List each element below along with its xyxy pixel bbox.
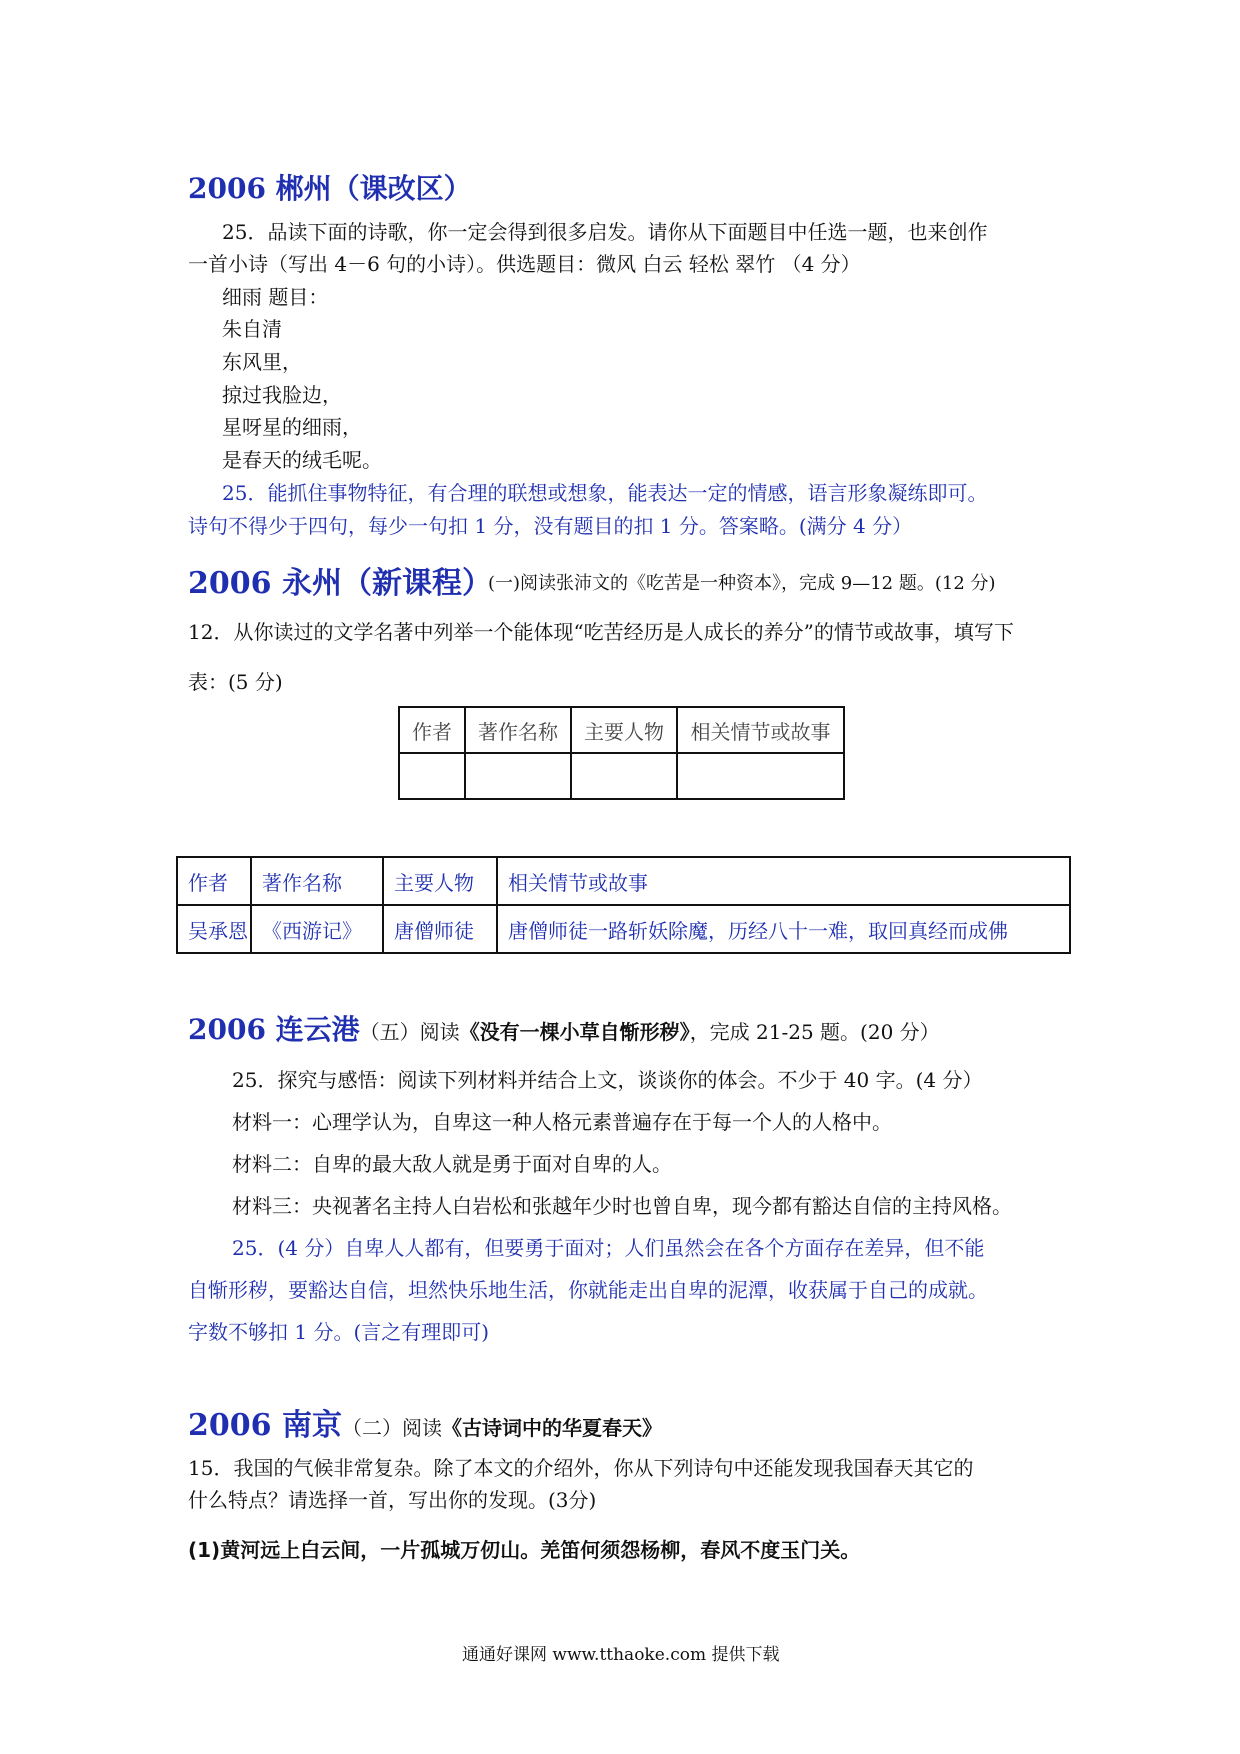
- table-cell: 吴承恩: [177, 905, 251, 953]
- table-blank-cell: [465, 753, 571, 799]
- footer-download-text: 通通好课网 www.tthaoke.com 提供下载: [462, 1645, 780, 1665]
- poem-line: 掠过我脸边，: [222, 383, 342, 407]
- section-sub-c: ，完成 21-25 题。(20 分）: [689, 1020, 940, 1044]
- section-title-yongzhou: 2006 永州（新课程）: [188, 566, 492, 601]
- section-sub-a: （五）阅读: [359, 1020, 460, 1044]
- answer-25-line1: 25．能抓住事物特征，有合理的联想或想象，能表达一定的情感，语言形象凝练即可。: [222, 481, 988, 505]
- poem-line: 是春天的绒毛呢。: [222, 448, 382, 472]
- material-3: 材料三：央视著名主持人白岩松和张越年少时也曾自卑，现今都有豁达自信的主持风格。: [232, 1194, 1012, 1218]
- article-title: 《古诗词中的华夏春天》: [441, 1416, 662, 1440]
- poem-option-1: (1)黄河远上白云间，一片孤城万仞山。羌笛何须怨杨柳，春风不度玉门关。: [188, 1538, 861, 1562]
- table-cell: 《西游记》: [251, 905, 383, 953]
- table-cell: 唐僧师徒: [383, 905, 497, 953]
- question-12-line1: 12．从你读过的文学名著中列举一个能体现“吃苦经历是人成长的养分”的情节或故事，填写下: [188, 620, 1014, 644]
- section-title-nanjing: 2006 南京: [188, 1408, 342, 1443]
- section-heading-lianyungang: [188, 1008, 940, 1048]
- question-25-line2: 一首小诗（写出 4－6 句的小诗）。供选题目：微风 白云 轻松 翠竹 （4 分）: [188, 252, 861, 276]
- material-2: 材料二：自卑的最大敌人就是勇于面对自卑的人。: [232, 1152, 672, 1176]
- question-15-line2: 什么特点？请选择一首，写出你的发现。(3分): [188, 1488, 597, 1512]
- question-25b: 25．探究与感悟：阅读下列材料并结合上文，谈谈你的体会。不少于 40 字。(4 分）: [232, 1068, 983, 1092]
- section-title-chenzhou: 2006 郴州（课改区）: [188, 172, 472, 205]
- table-cell: 主要人物: [383, 857, 497, 905]
- material-1: 材料一：心理学认为，自卑这一种人格元素普遍存在于每一个人的人格中。: [232, 1110, 892, 1134]
- table-cell: 作者: [177, 857, 251, 905]
- answer-25b-line1: 25．(4 分）自卑人人都有，但要勇于面对；人们虽然会在各个方面存在差异，但不能: [232, 1236, 985, 1260]
- section-subtitle-yongzhou: (一)阅读张沛文的《吃苦是一种资本》，完成 9—12 题。(12 分): [488, 573, 996, 594]
- poem-line: 朱自清: [222, 317, 282, 341]
- question-12-line2: 表：(5 分): [188, 670, 283, 694]
- table-header-cell: 主要人物: [571, 707, 677, 753]
- answer-25b-line2: 自惭形秽，要豁达自信，坦然快乐地生活，你就能走出自卑的泥潭，收获属于自己的成就。: [188, 1278, 988, 1302]
- table-cell: 著作名称: [251, 857, 383, 905]
- answer-25-line2: 诗句不得少于四句，每少一句扣 1 分，没有题目的扣 1 分。答案略。(满分 4 分）: [188, 514, 913, 538]
- article-title: 《没有一棵小草自惭形秽》: [459, 1020, 690, 1044]
- table-cell: 相关情节或故事: [497, 857, 1070, 905]
- question-15-line1: 15．我国的气候非常复杂。除了本文的介绍外，你从下列诗句中还能发现我国春天其它的: [188, 1456, 974, 1480]
- question-25-line1: 25．品读下面的诗歌，你一定会得到很多启发。请你从下面题目中任选一题，也来创作: [222, 220, 988, 244]
- table-header-cell: 著作名称: [465, 707, 571, 753]
- table-header-cell: 相关情节或故事: [677, 707, 844, 753]
- table-blank-cell: [399, 753, 465, 799]
- answer-table: [176, 856, 1071, 954]
- section-sub-a: （二）阅读: [341, 1416, 442, 1440]
- table-blank-cell: [677, 753, 844, 799]
- table-cell: 唐僧师徒一路斩妖除魔，历经八十一难，取回真经而成佛: [497, 905, 1070, 953]
- section-heading-nanjing: [188, 1400, 662, 1444]
- table-blank-cell: [571, 753, 677, 799]
- poem-line: 细雨 题目：: [222, 285, 329, 309]
- poem-line: 东风里，: [222, 350, 302, 374]
- section-title-lianyungang: 2006 连云港: [188, 1013, 360, 1046]
- blank-answer-table: [398, 706, 845, 800]
- answer-25b-line3: 字数不够扣 1 分。(言之有理即可): [188, 1320, 490, 1344]
- poem-line: 星呀星的细雨，: [222, 415, 362, 439]
- table-header-cell: 作者: [399, 707, 465, 753]
